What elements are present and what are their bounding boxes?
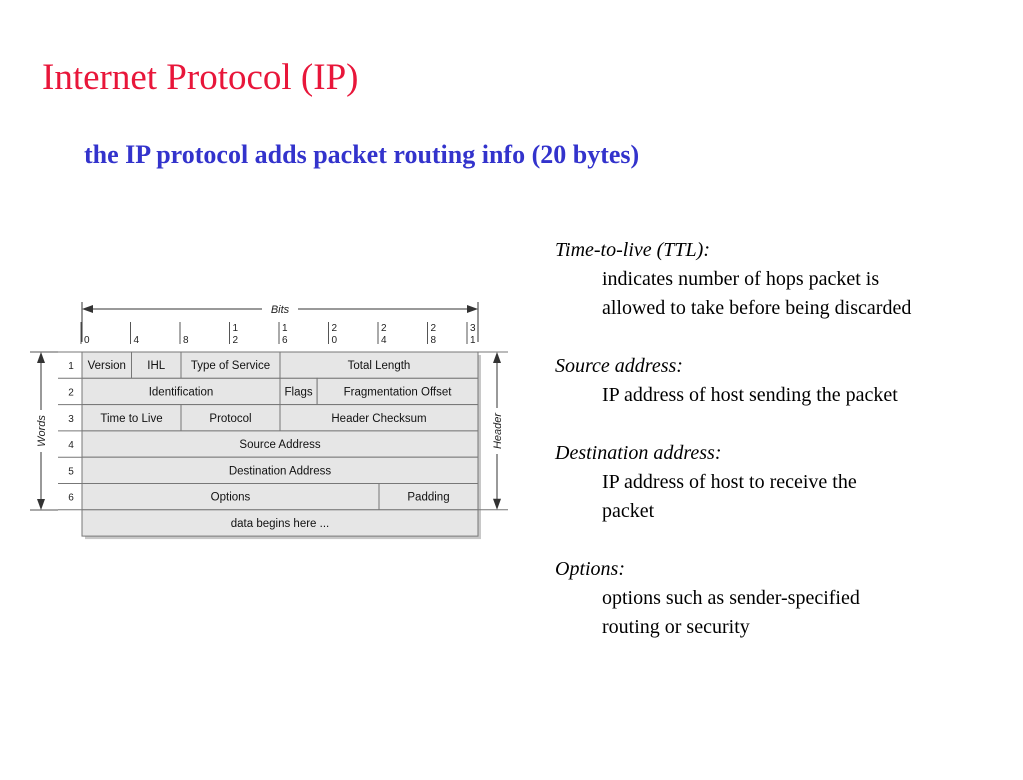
note-item [555,555,995,642]
field-source-address-label: Source Address [239,439,321,452]
slide-title: Internet Protocol (IP) [42,57,359,98]
bit-tick-label-top: 2 [331,323,338,334]
word-number: 5 [68,466,74,478]
bit-tick-label-bottom: 4 [133,335,140,346]
bit-tick-label-bottom: 8 [183,335,189,346]
words-label: Words [36,415,48,447]
note-description-line: IP address of host sending the packet [602,384,898,406]
field-destination-address-label: Destination Address [228,465,332,478]
word-number: 6 [68,492,74,504]
word-number: 2 [68,387,74,399]
bit-tick-label-top: 1 [282,323,288,334]
field-type-of-service-label: Type of Service [190,360,271,373]
field-protocol-label: Protocol [209,412,252,425]
field-version-label: Version [87,360,126,373]
bit-tick-label-bottom: 1 [470,335,476,346]
words-arrow-head-down [37,499,45,510]
field-ihl-label: IHL [147,360,166,373]
bits-arrow-head-left [82,305,93,313]
word-number: 1 [68,361,74,373]
bit-tick-label-bottom: 0 [331,335,338,346]
bit-tick-label-bottom: 8 [430,335,437,346]
note-description-line: allowed to take before being discarded [602,297,912,319]
header-arrow-head-up [493,352,501,363]
words-arrow-head-up [37,352,45,363]
field-data-label: data begins here ... [230,517,330,530]
bits-label: Bits [270,304,290,316]
field-padding-label: Padding [407,491,450,504]
field-flags-label: Flags [284,386,313,399]
field-time-to-live-label: Time to Live [100,412,163,425]
bit-tick-label-top: 2 [381,323,387,334]
word-number: 3 [68,413,74,425]
note-term: Options: [555,558,625,580]
bit-tick-label-top: 2 [430,323,437,334]
note-description-line: packet [602,500,655,522]
field-notes [555,236,995,671]
bit-tick-label-bottom: 4 [381,335,387,346]
field-total-length-label: Total Length [347,360,411,373]
note-term: Source address: [555,355,683,377]
bit-tick-label-top: 1 [232,323,239,334]
word-number: 4 [68,440,74,452]
slide-subtitle: the IP protocol adds packet routing info (20 bytes) [84,140,640,169]
header-label: Header [492,412,504,450]
bit-tick-label-bottom: 2 [232,335,239,346]
header-arrow-head-down [493,499,501,510]
bit-tick-label-top: 3 [470,323,476,334]
note-item [555,236,995,323]
field-fragmentation-offset-label: Fragmentation Offset [343,386,452,399]
field-header-checksum-label: Header Checksum [331,412,427,425]
note-description-line: options such as sender-specified [602,587,860,609]
bits-arrow-head-right [467,305,478,313]
note-description-line: routing or security [602,616,750,638]
note-description-line: IP address of host to receive the [602,471,857,493]
bit-tick-label-bottom: 0 [84,335,90,346]
bit-tick-label-bottom: 6 [282,335,288,346]
note-description-line: indicates number of hops packet is [602,268,880,290]
field-options-label: Options [210,491,251,504]
note-item [555,439,995,526]
note-term: Destination address: [555,442,722,464]
note-term: Time-to-live (TTL): [555,239,710,261]
field-identification-label: Identification [148,386,214,399]
note-item [555,352,995,410]
